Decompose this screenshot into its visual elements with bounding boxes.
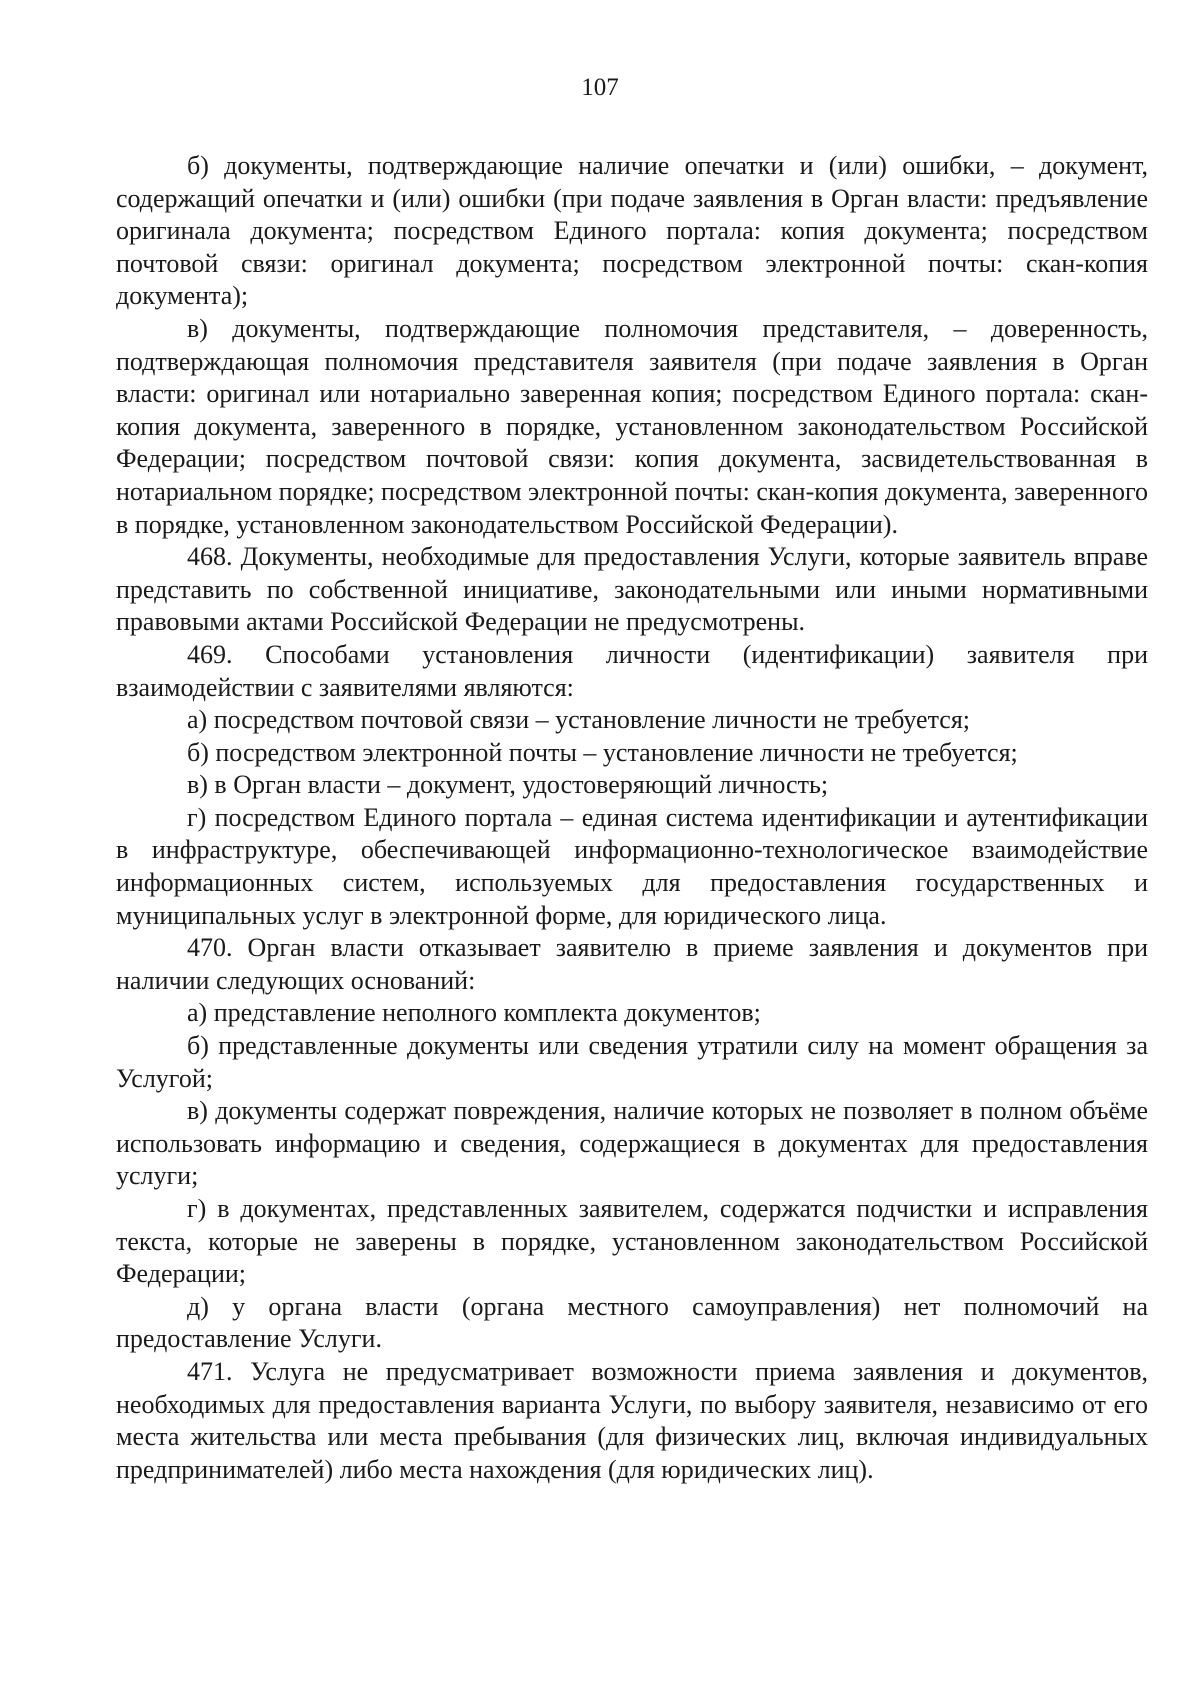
paragraph-469-b: б) посредством электронной почты – установление личности не требуется; <box>187 737 1018 767</box>
paragraph-470-b: б) представленные документы или сведения утратили силу на момент обращения за Услугой; <box>116 1031 1148 1093</box>
paragraph-470: 470. Орган власти отказывает заявителю в приеме заявления и документов при наличии следующих оснований: <box>116 933 1148 995</box>
paragraph-469-g: г) посредством Единого портала – единая система идентификации и аутентификации в инфраструктуре, обеспечивающей информационно-технологическое взаимодействие информационных систем, используемых для предоставления государственных и муниципальных услуг в электронной форме, для юридического лица. <box>116 802 1148 930</box>
paragraph-468: 468. Документы, необходимые для предоставления Услуги, которые заявитель вправе представить по собственной инициативе, законодательными или иными нормативными правовыми актами Российской Федерации не предусмотрены. <box>116 542 1148 637</box>
paragraph-b-typo-documents: б) документы, подтверждающие наличие опечатки и (или) ошибки, – документ, содержащий опечатки и (или) ошибки (при подаче заявления в Орган власти: предъявление оригинала документа; посредством Единого портала: копия документа; посредством почтовой связи: оригинал документа; посредством электронной почты: скан-копия документа); <box>116 151 1148 311</box>
paragraph-v-representative-documents: в) документы, подтверждающие полномочия представителя, – доверенность, подтверждающая полномочия представителя заявителя (при подаче заявления в Орган власти: оригинал или нотариально заверенная копия; посредством Единого портала: скан-копия документа, заверенного в порядке, установленном законодательством Российской Федерации; посредством почтовой связи: копия документа, засвидетельствованная в нотариальном порядке; посредством электронной почты: скан-копия документа, заверенного в порядке, установленном законодательством Российской Федерации). <box>116 313 1148 539</box>
paragraph-470-v: в) документы содержат повреждения, наличие которых не позволяет в полном объёме использовать информацию и сведения, содержащиеся в документах для предоставления услуги; <box>116 1096 1148 1191</box>
paragraph-469: 469. Способами установления личности (идентификации) заявителя при взаимодействии с заявителями являются: <box>116 639 1148 702</box>
paragraph-471: 471. Услуга не предусматривает возможности приема заявления и документов, необходимых для предоставления варианта Услуги, по выбору заявителя, независимо от его места жительства или места пребывания (для физических лиц, включая индивидуальных предпринимателей) либо места нахождения (для юридических лиц). <box>116 1356 1148 1484</box>
paragraph-469-a: а) посредством почтовой связи – установление личности не требуется; <box>187 705 970 735</box>
paragraph-470-d: д) у органа власти (органа местного самоуправления) нет полномочий на предоставление Услуги. <box>116 1291 1148 1354</box>
paragraph-470-a: а) представление неполного комплекта документов; <box>187 998 761 1028</box>
paragraph-469-v: в) в Орган власти – документ, удостоверяющий личность; <box>187 770 829 800</box>
paragraph-470-g: г) в документах, представленных заявителем, содержатся подчистки и исправления текста, которые не заверены в порядке, установленном законодательством Российской Федерации; <box>116 1194 1148 1289</box>
document-body <box>116 150 1148 1486</box>
page-number: 107 <box>581 74 619 101</box>
